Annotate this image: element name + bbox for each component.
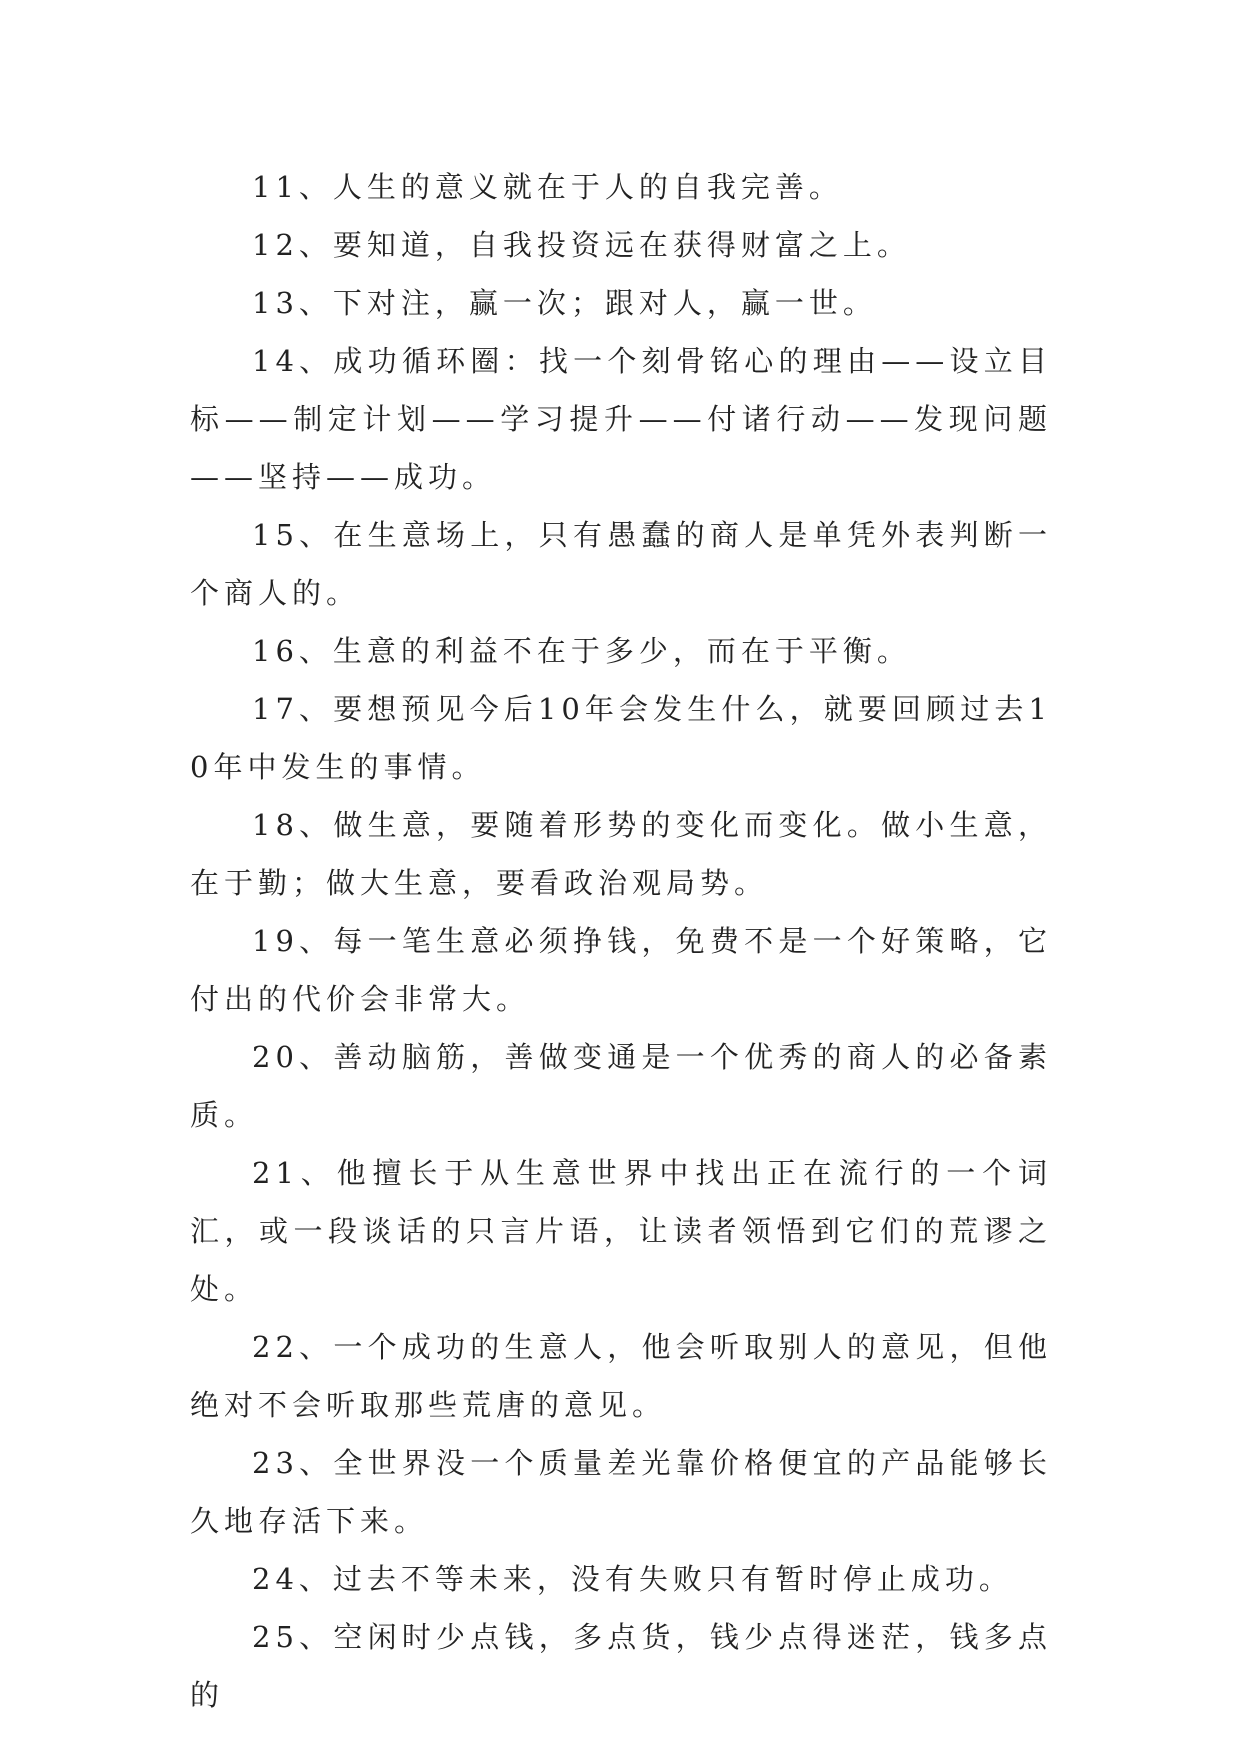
paragraph-21: 21、他擅长于从生意世界中找出正在流行的一个词汇，或一段谈话的只言片语，让读者领悟到它们的荒谬之处。: [190, 1156, 1052, 1306]
paragraph-14: 14、成功循环圈：找一个刻骨铭心的理由——设立目标——制定计划——学习提升——付诸行动——发现问题——坚持——成功。: [190, 344, 1052, 494]
paragraph-11: 11、人生的意义就在于人的自我完善。: [252, 170, 843, 204]
paragraph-15: 15、在生意场上，只有愚蠢的商人是单凭外表判断一个商人的。: [190, 518, 1052, 610]
paragraph-13: 13、下对注，赢一次；跟对人，赢一世。: [252, 286, 877, 320]
paragraph-17: 17、要想预见今后10年会发生什么，就要回顾过去10年中发生的事情。: [190, 692, 1052, 784]
paragraph-20: 20、善动脑筋，善做变通是一个优秀的商人的必备素质。: [190, 1040, 1052, 1132]
paragraph-23: 23、全世界没一个质量差光靠价格便宜的产品能够长久地存活下来。: [190, 1446, 1052, 1538]
paragraph-25: 25、空闲时少点钱，多点货，钱少点得迷茫，钱多点的: [190, 1620, 1052, 1712]
document-body: [190, 158, 1052, 1724]
paragraph-24: 24、过去不等未来，没有失败只有暂时停止成功。: [252, 1562, 1013, 1596]
paragraph-19: 19、每一笔生意必须挣钱，免费不是一个好策略，它付出的代价会非常大。: [190, 924, 1052, 1016]
paragraph-12: 12、要知道，自我投资远在获得财富之上。: [252, 228, 911, 262]
paragraph-16: 16、生意的利益不在于多少，而在于平衡。: [252, 634, 911, 668]
paragraph-22: 22、一个成功的生意人，他会听取别人的意见，但他绝对不会听取那些荒唐的意见。: [190, 1330, 1052, 1422]
paragraph-18: 18、做生意，要随着形势的变化而变化。做小生意，在于勤；做大生意，要看政治观局势。: [190, 808, 1052, 900]
